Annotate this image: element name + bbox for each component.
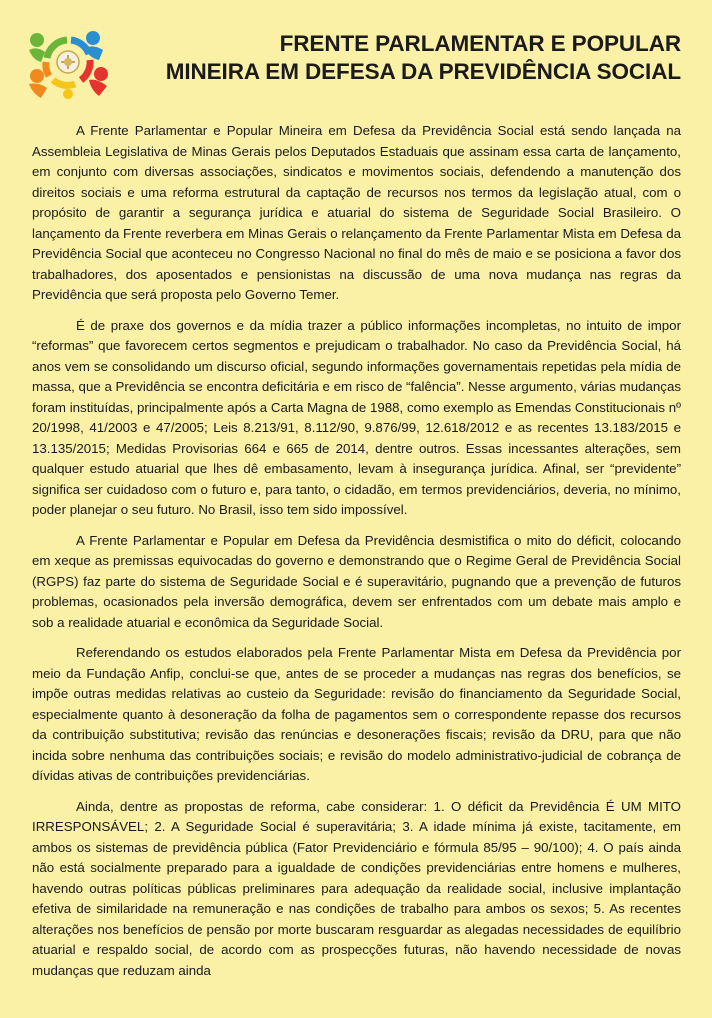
paragraph-3: A Frente Parlamentar e Popular em Defesa da Previdência desmistifica o mito do déficit, colocando em xeque as premissas equivocadas do governo e demonstrando que o Regime Geral de Previdência Social (RGPS) faz parte do sistema de Seguridade Social e é superavitário, pugnando que a prevenção de futuros problemas, ocasionados pela inversão demográfica, devem ser enfrentados com um debate mais amplo e sob a realidade atuarial e econômica da Seguridade Social.: [32, 532, 681, 630]
title-line-2: MINEIRA EM DEFESA DA PREVIDÊNCIA SOCIAL: [165, 59, 681, 84]
page-title: [121, 30, 681, 86]
colored-people-circle-logo-icon: [27, 28, 109, 100]
paragraph-5: Ainda, dentre as propostas de reforma, cabe considerar: 1. O déficit da Previdência É UM MITO IRRESPONSÁVEL; 2. A Seguridade Social é superavitária; 3. A idade mínima já existe, tacitamente, em ambos os sistemas de previdência pública (Fator Previdenciário e fórmula 85/95 – 90/100); 4. O país ainda não está socialmente preparado para a igualdade de condições previdenciárias entre homens e mulheres, havendo outras políticas públicas preliminares para adequação da realidade social, inclusive implantação efetiva de similaridade na remuneração e nas condições de trabalho para ambos os sexos; 5. As recentes alterações nos benefícios de pensão por morte buscaram resguardar as alegadas necessidades de equilíbrio atuarial e respaldo social, de acordo com as prospecções futuras, não havendo necessidade de novas mudanças que reduzam ainda: [32, 798, 681, 978]
paragraph-1: A Frente Parlamentar e Popular Mineira em Defesa da Previdência Social está sendo lançada na Assembleia Legislativa de Minas Gerais pelos Deputados Estaduais que assinam essa carta de lançamento, em conjunto com diversas associações, sindicatos e movimentos sociais, defendendo a manutenção dos direitos sociais e uma reforma estrutural da captação de recursos nos termos da legislação atual, com o propósito de garantir a segurança jurídica e atuarial do sistema de Seguridade Social Brasileiro. O lançamento da Frente reverbera em Minas Gerais o relançamento da Frente Parlamentar Mista em Defesa da Previdência Social que aconteceu no Congresso Nacional no final do mês de maio e se posiciona a favor dos trabalhadores, dos aposentados e pensionistas na discussão de uma nova mudança nas regras da Previdência que será proposta pelo Governo Temer.: [32, 123, 681, 302]
paragraph-4: Referendando os estudos elaborados pela Frente Parlamentar Mista em Defesa da Previdência por meio da Fundação Anfip, conclui-se que, antes de se proceder a mudanças nas regras dos benefícios, se impõe outras medidas relativas ao custeio da Seguridade: revisão do financiamento da Seguridade Social, especialmente quanto à desoneração da folha de pagamentos sem o correspondente repasse dos recursos da contribuição substitutiva; revisão das renúncias e desonerações fiscais; revisão da DRU, para que não incida sobre nenhuma das contribuições sociais; e revisão do modelo administrativo-judicial de cobrança de dívidas ativas de contribuições previdenciárias.: [32, 645, 681, 783]
page-header: [0, 0, 712, 100]
title-line-1: FRENTE PARLAMENTAR E POPULAR: [279, 31, 681, 56]
paragraph-2: É de praxe dos governos e da mídia trazer a público informações incompletas, no intuito de impor “reformas” que favorecem certos segmentos e prejudicam o trabalhador. No caso da Previdência Social, há anos vem se consolidando um discurso oficial, segundo informações governamentais repetidas pela mídia de massa, que a Previdência se encontra deficitária e em risco de “falência”. Nesse argumento, várias mudanças foram instituídas, principalmente após a Carta Magna de 1988, como exemplo as Emendas Constitucionais nº 20/1998, 41/2003 e 47/2005; Leis 8.213/91, 8.112/90, 9.876/99, 12.618/2012 e as recentes 13.183/2015 e 13.135/2015; Medidas Provisorias 664 e 665 de 2014, dentre outros. Essas incessantes alterações, sem qualquer estudo atuarial que lhes dê embasamento, levam à insegurança jurídica. Afinal, ser “previdente” significa ser cuidadoso com o futuro e, para tanto, o cidadão, em termos previdenciários, deveria, no mínimo, poder planejar o seu futuro. No Brasil, isso tem sido impossível.: [32, 317, 681, 517]
article-body: [32, 121, 681, 991]
